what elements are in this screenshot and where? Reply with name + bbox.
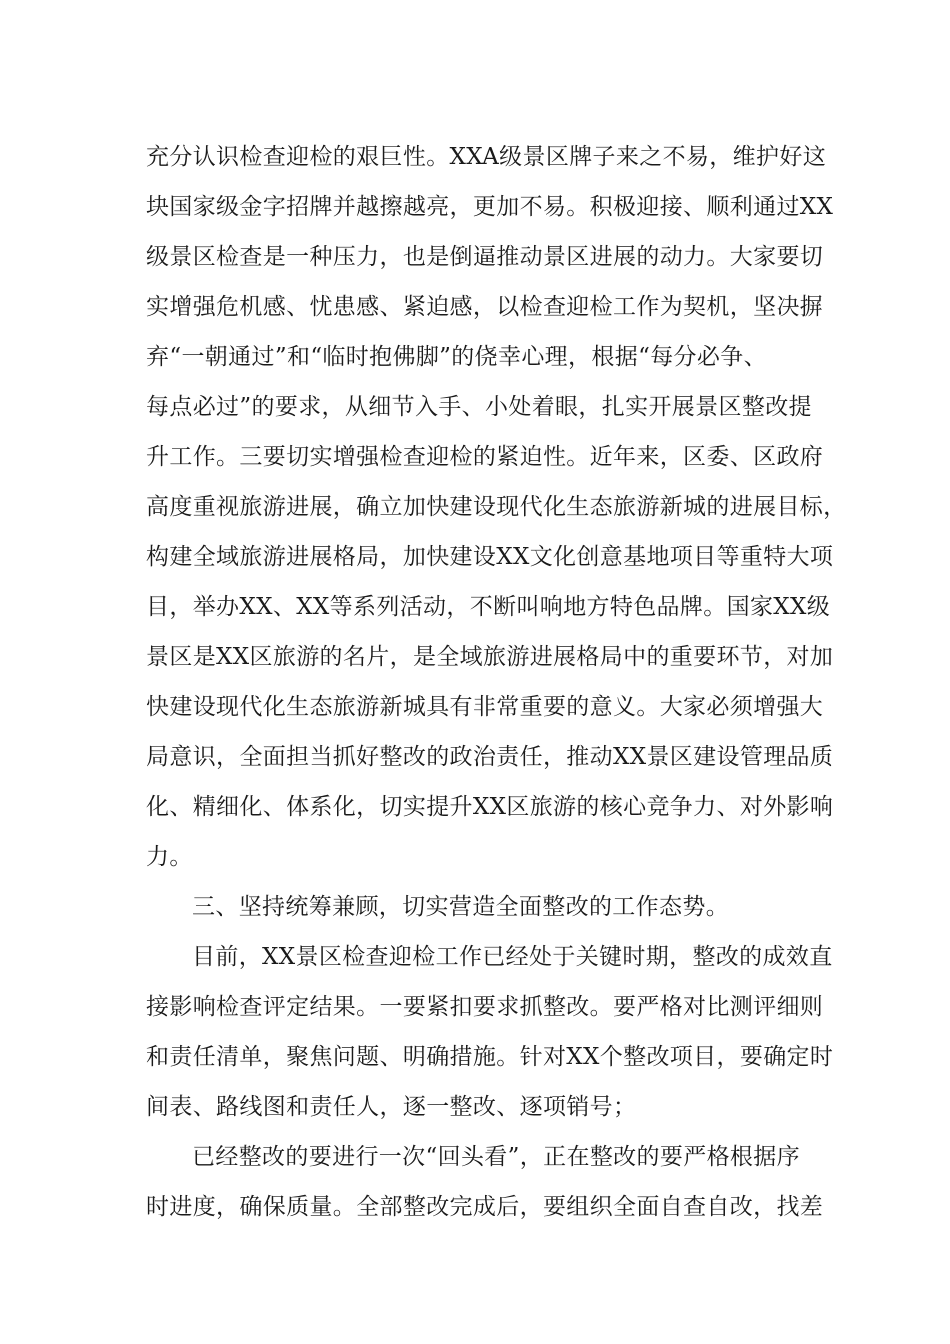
paragraph-line: 和责任清单，聚焦问题、明确措施。针对XX个整改项目，要确定时 <box>146 1044 834 1070</box>
paragraph-line: 化、精细化、体系化，切实提升XX区旅游的核心竞争力、对外影响 <box>146 794 834 820</box>
paragraph-line: 目前，XX景区检查迎检工作已经处于关键时期，整改的成效直 <box>192 944 833 970</box>
paragraph-line: 块国家级金字招牌并越擦越亮，更加不易。积极迎接、顺利通过XX <box>146 194 834 220</box>
paragraph-line: 每点必过”的要求，从细节入手、小处着眼，扎实开展景区整改提 <box>146 394 812 420</box>
paragraph-line: 高度重视旅游进展，确立加快建设现代化生态旅游新城的进展目标， <box>146 494 847 520</box>
paragraph-line: 目，举办XX、XX等系列活动，不断叫响地方特色品牌。国家XX级 <box>146 594 831 620</box>
paragraph-line: 升工作。三要切实增强检查迎检的紧迫性。近年来，区委、区政府 <box>146 444 824 470</box>
section-heading: 三、坚持统筹兼顾，切实营造全面整改的工作态势。 <box>192 894 730 920</box>
paragraph-line: 时进度，确保质量。全部整改完成后，要组织全面自查自改，找差 <box>146 1194 824 1220</box>
paragraph-line: 已经整改的要进行一次“回头看”，正在整改的要严格根据序 <box>192 1144 800 1170</box>
paragraph-line: 力。 <box>146 844 193 870</box>
paragraph-line: 弃“一朝通过”和“临时抱佛脚”的侥幸心理，根据“每分必争、 <box>146 344 767 370</box>
paragraph-line: 充分认识检查迎检的艰巨性。XXA级景区牌子来之不易，维护好这 <box>146 144 827 170</box>
paragraph-line: 构建全域旅游进展格局，加快建设XX文化创意基地项目等重特大项 <box>146 544 834 570</box>
paragraph-line: 实增强危机感、忧患感、紧迫感，以检查迎检工作为契机，坚决摒 <box>146 294 824 320</box>
paragraph-line: 景区是XX区旅游的名片，是全域旅游进展格局中的重要环节，对加 <box>146 644 834 670</box>
paragraph-line: 局意识，全面担当抓好整改的政治责任，推动XX景区建设管理品质 <box>146 744 834 770</box>
paragraph-line: 接影响检查评定结果。一要紧扣要求抓整改。要严格对比测评细则 <box>146 994 824 1020</box>
document-body <box>146 132 847 1232</box>
paragraph-line: 级景区检查是一种压力，也是倒逼推动景区进展的动力。大家要切 <box>146 244 824 270</box>
paragraph-line: 快建设现代化生态旅游新城具有非常重要的意义。大家必须增强大 <box>146 694 824 720</box>
paragraph-line: 间表、路线图和责任人，逐一整改、逐项销号； <box>146 1094 637 1120</box>
